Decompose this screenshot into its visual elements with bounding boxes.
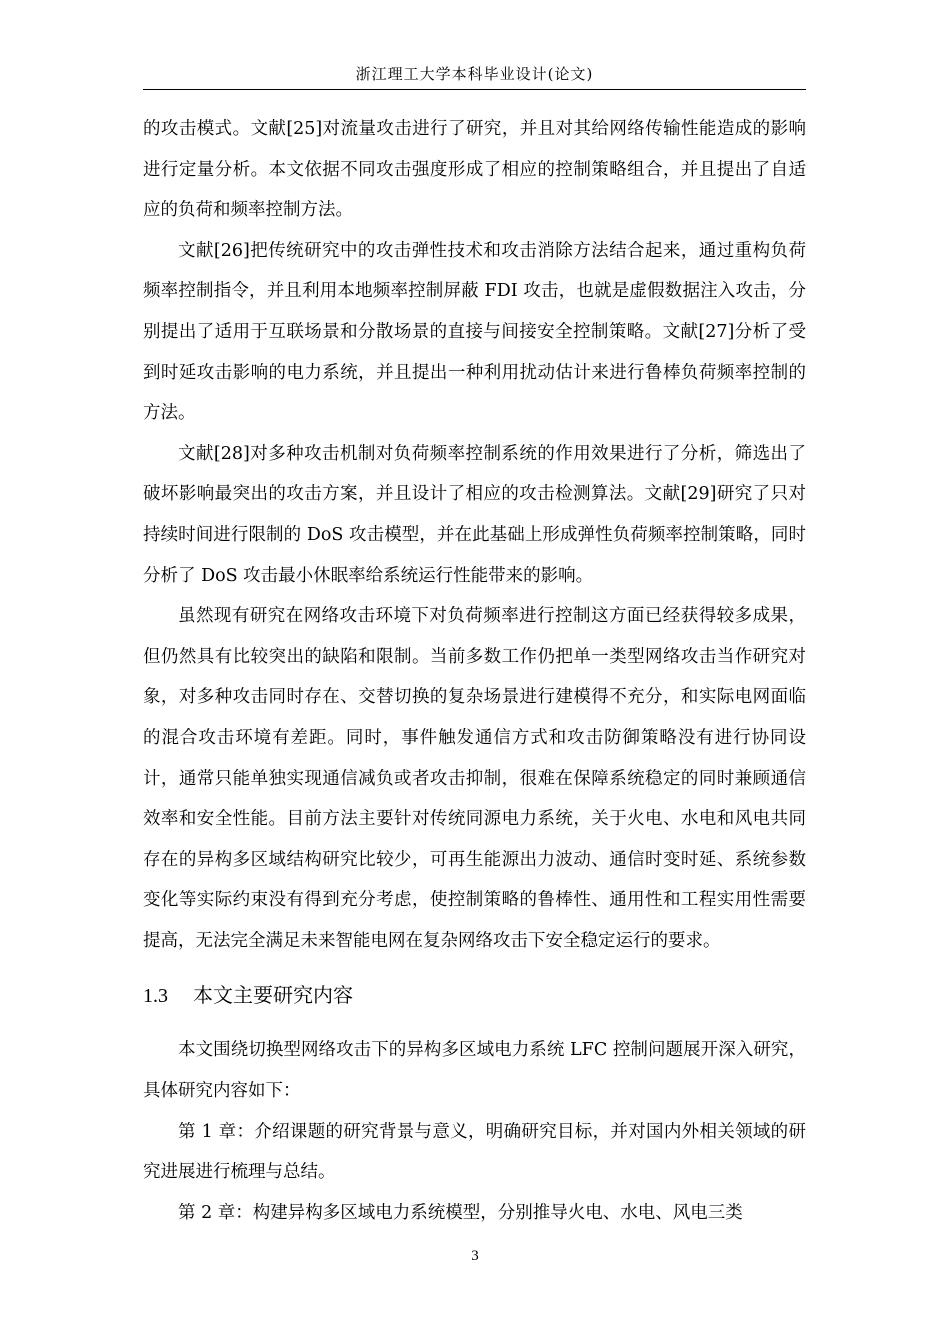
paragraph-ref28: 文献[28]对多种攻击机制对负荷频率控制系统的作用效果进行了分析，筛选出了破坏影响最突出的攻击方案，并且设计了相应的攻击检测算法。文献[29]研究了只对持续时间进行限制的 DoS 攻击模型，并在此基础上形成弹性负荷频率控制策略，同时分析了 DoS 攻击最小休眠率给系统运行性能带来的影响。	[143, 443, 806, 586]
paragraph-chapter-1: 第 1 章：介绍课题的研究背景与意义，明确研究目标，并对国内外相关领域的研究进展进行梳理与总结。	[143, 1121, 806, 1183]
paragraph-continuation: 的攻击模式。文献[25]对流量攻击进行了研究，并且对其给网络传输性能造成的影响进行定量分析。本文依据不同攻击强度形成了相应的控制策略组合，并且提出了自适应的负荷和频率控制方法。	[143, 119, 806, 221]
document-body	[143, 109, 806, 1233]
page-number: 3	[471, 1248, 479, 1264]
header-divider	[143, 89, 806, 90]
paragraph-ref26: 文献[26]把传统研究中的攻击弹性技术和攻击消除方法结合起来，通过重构负荷频率控制指令，并且利用本地频率控制屏蔽 FDI 攻击，也就是虚假数据注入攻击，分别提出了适用于互联场景和分散场景的直接与间接安全控制策略。文献[27]分析了受到时延攻击影响的电力系统，并且提出一种利用扰动估计来进行鲁棒负荷频率控制的方法。	[143, 240, 806, 424]
section-heading	[143, 975, 806, 1016]
paragraph-chapter-2: 第 2 章：构建异构多区域电力系统模型，分别推导火电、水电、风电三类	[178, 1202, 743, 1223]
paragraph-research-gaps: 虽然现有研究在网络攻击环境下对负荷频率进行控制这方面已经获得较多成果，但仍然具有比较突出的缺陷和限制。当前多数工作仍把单一类型网络攻击当作研究对象，对多种攻击同时存在、交替切换的复杂场景进行建模得不充分，和实际电网面临的混合攻击环境有差距。同时，事件触发通信方式和攻击防御策略没有进行协同设计，通常只能单独实现通信减负或者攻击抑制，很难在保障系统稳定的同时兼顾通信效率和安全性能。目前方法主要针对传统同源电力系统，关于火电、水电和风电共同存在的异构多区域结构研究比较少，可再生能源出力波动、通信时变时延、系统参数变化等实际约束没有得到充分考虑，使控制策略的鲁棒性、通用性和工程实用性需要提高，无法完全满足未来智能电网在复杂网络攻击下安全稳定运行的要求。	[143, 606, 806, 951]
paragraph-intro: 本文围绕切换型网络攻击下的异构多区域电力系统 LFC 控制问题展开深入研究，具体研究内容如下：	[143, 1040, 806, 1102]
section-number: 1.3	[143, 985, 168, 1008]
page-header: 浙江理工大学本科毕业设计(论文)	[355, 65, 594, 83]
section-title: 本文主要研究内容	[193, 983, 353, 1008]
